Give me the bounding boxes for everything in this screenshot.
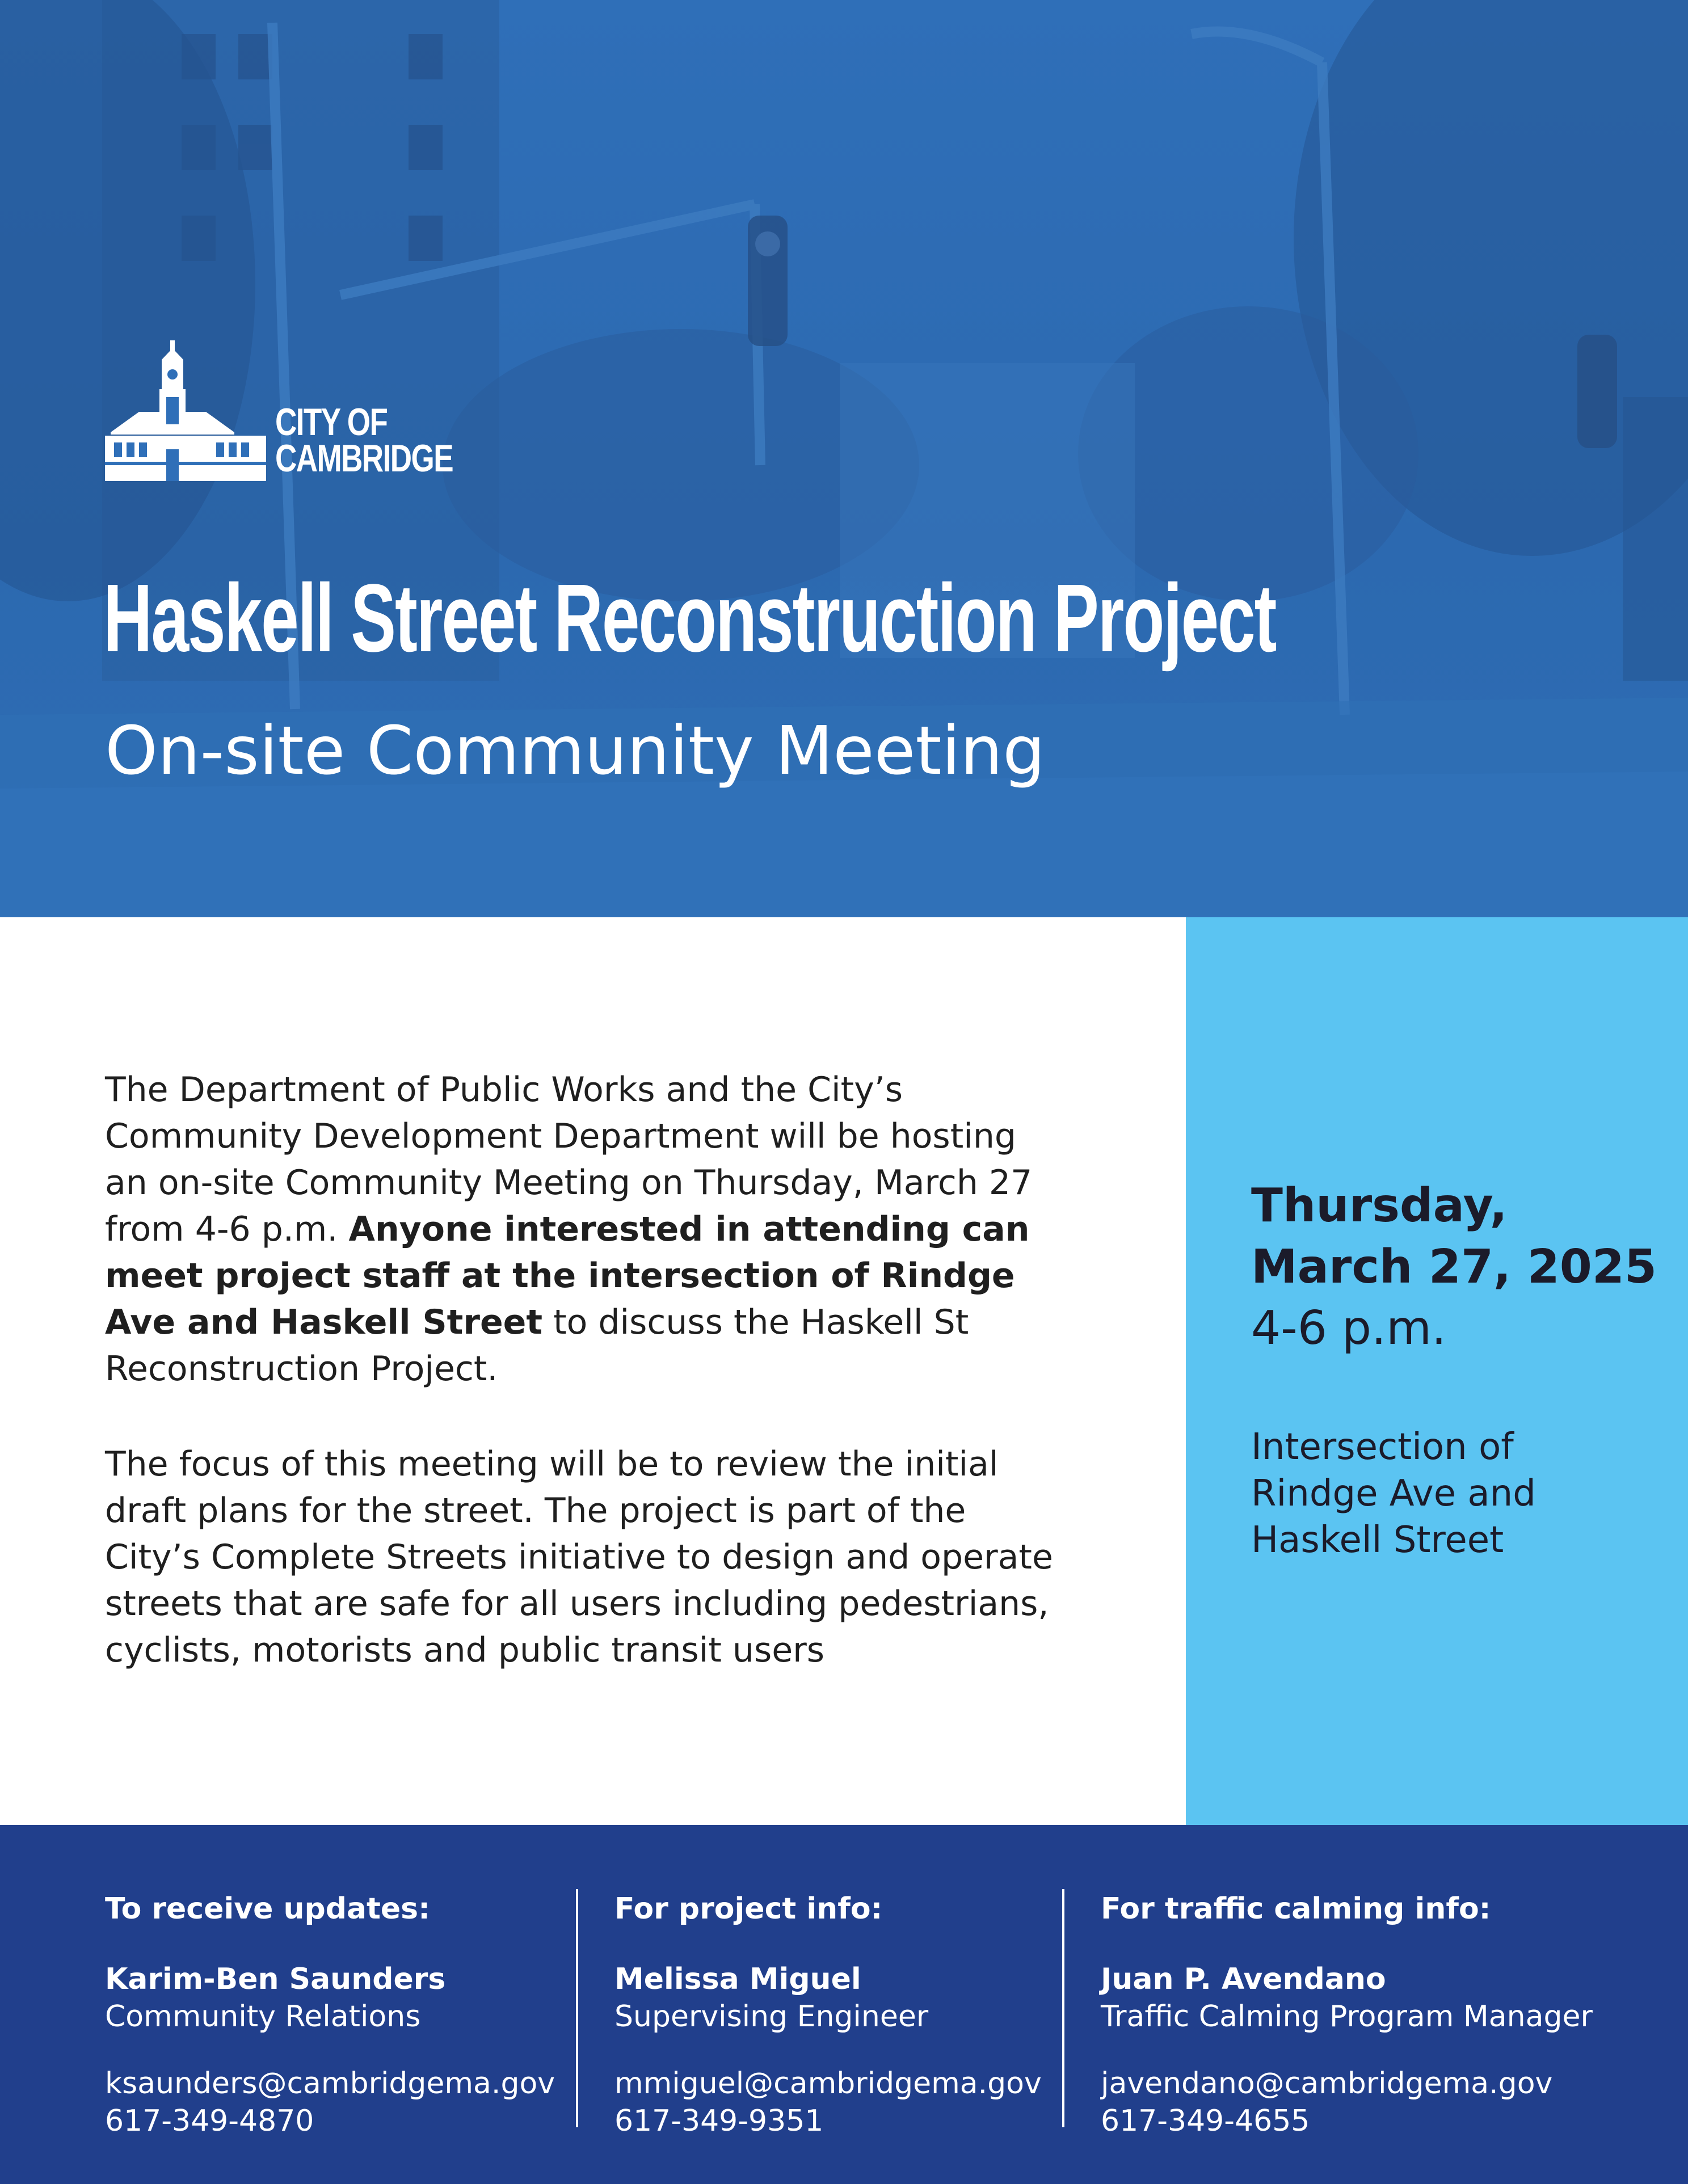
contact-role: Community Relations xyxy=(105,2000,421,2034)
focus-line: City’s Complete Streets initiative to design and operate xyxy=(105,1537,1053,1577)
intro-emphasis: Ave and Haskell Street xyxy=(105,1302,543,1342)
page-title: Haskell Street Reconstruction Project xyxy=(103,564,1276,672)
contact-name: Juan P. Avendano xyxy=(1101,1962,1386,1996)
contact-role: Supervising Engineer xyxy=(614,2000,929,2034)
city-logo-text xyxy=(275,400,453,480)
focus-line: The focus of this meeting will be to review the initial xyxy=(105,1444,999,1484)
contact-heading: For project info: xyxy=(614,1892,883,1926)
focus-line: streets that are safe for all users including pedestrians, xyxy=(105,1584,1049,1624)
focus-line: cyclists, motorists and public transit users xyxy=(105,1630,825,1670)
location-line: Haskell Street xyxy=(1251,1519,1504,1561)
intro-line xyxy=(105,1299,1032,1346)
intro-line: The Department of Public Works and the City’s xyxy=(105,1070,903,1110)
contact-column-traffic xyxy=(1101,1889,1593,2140)
logo-line-1: CITY OF xyxy=(275,400,388,444)
location-line: Intersection of xyxy=(1251,1426,1514,1468)
contact-phone: 617-349-4870 xyxy=(105,2104,314,2138)
intro-emphasis: Anyone interested in attending can xyxy=(348,1209,1030,1249)
contact-role: Traffic Calming Program Manager xyxy=(1101,2000,1593,2034)
focus-line: draft plans for the street. The project is part of the xyxy=(105,1491,966,1531)
intro-line xyxy=(105,1206,1032,1253)
event-location xyxy=(1251,1424,1536,1563)
contact-email-link[interactable]: mmiguel@cambridgema.gov xyxy=(614,2067,1042,2101)
intro-line xyxy=(105,1253,1032,1299)
contact-email-link[interactable]: javendano@cambridgema.gov xyxy=(1101,2067,1553,2101)
contact-email-link[interactable]: ksaunders@cambridgema.gov xyxy=(105,2067,555,2101)
intro-text: from 4-6 p.m. xyxy=(105,1209,349,1249)
logo-line-2: CAMBRIDGE xyxy=(275,437,453,480)
intro-line: Reconstruction Project. xyxy=(105,1349,498,1389)
intro-paragraph xyxy=(105,1066,1032,1392)
event-details-panel xyxy=(1186,917,1688,1825)
location-line: Rindge Ave and xyxy=(1251,1473,1536,1515)
event-time: 4-6 p.m. xyxy=(1251,1301,1447,1355)
contact-heading: To receive updates: xyxy=(105,1892,430,1926)
contact-column-project xyxy=(614,1889,1042,2140)
contact-name: Karim-Ben Saunders xyxy=(105,1962,446,1996)
event-date: March 27, 2025 xyxy=(1251,1240,1657,1294)
contact-heading: For traffic calming info: xyxy=(1101,1892,1491,1926)
focus-paragraph xyxy=(105,1441,1053,1673)
intro-text: to discuss the Haskell St xyxy=(542,1302,969,1342)
contact-column-updates xyxy=(105,1889,555,2140)
contact-phone: 617-349-9351 xyxy=(614,2104,824,2138)
page-subtitle: On-site Community Meeting xyxy=(105,711,1046,790)
contact-phone: 617-349-4655 xyxy=(1101,2104,1310,2138)
contact-name: Melissa Miguel xyxy=(614,1962,861,1996)
intro-line: Community Development Department will be hosting xyxy=(105,1116,1016,1156)
intro-line: an on-site Community Meeting on Thursday, March 27 xyxy=(105,1163,1033,1203)
footer-divider xyxy=(1062,1889,1064,2127)
footer-divider xyxy=(576,1889,578,2127)
intro-emphasis: meet project staff at the intersection of Rindge xyxy=(105,1256,1015,1296)
event-day: Thursday, xyxy=(1251,1179,1508,1233)
hero-banner xyxy=(0,0,1688,917)
event-date-time xyxy=(1251,1175,1657,1359)
